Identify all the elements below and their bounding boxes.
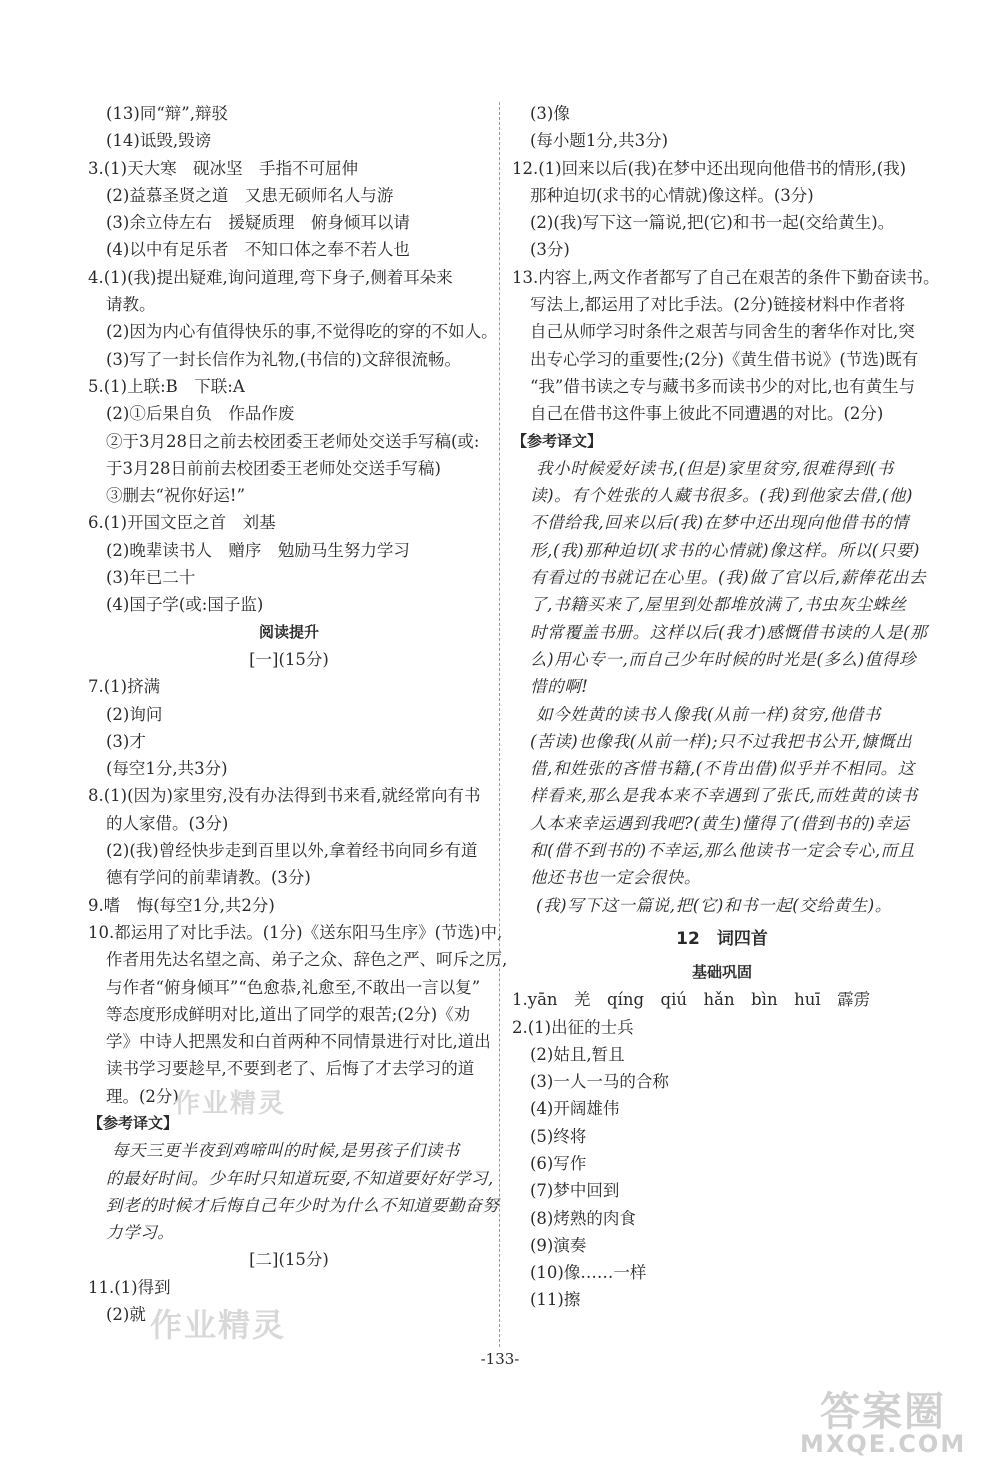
text-line: [一](15分) [249,649,329,669]
text-line: (2)因为内心有值得快乐的事,不觉得吃的穿的不如人。 [106,322,498,342]
text-line: 了,书籍买来了,屋里到处都堆放满了,书虫灰尘蛛丝 [530,595,907,615]
text-line: (4)开阔雄伟 [530,1099,620,1119]
text-line: 13.内容上,两文作者都写了自己在艰苦的条件下勤奋读书。 [512,267,940,287]
text-line: 德有学问的前辈请教。(3分) [106,868,311,888]
text-line: (每空1分,共3分) [106,759,228,779]
text-line: 时常覆盖书册。这样以后(我才)感慨借书读的人是(那 [530,622,928,642]
text-line: (6)写作 [530,1153,587,1173]
text-line: (3)一人一马的合称 [530,1072,669,1092]
text-line: 2.(1)出征的士兵 [512,1017,634,1037]
text-line: 我小时候爱好读书,(但是)家里贫穷,很难得到(书 [536,458,894,478]
text-line: 到老的时候才后悔自己年少时为什么不知道要勤奋努 [106,1195,500,1215]
text-line: 人本来幸运遇到我吧?(黄生)懂得了(借到书的)幸运 [530,813,910,833]
text-line: (11)擦 [530,1290,581,1310]
column-divider [499,102,500,1347]
text-line: 【参考译文】 [512,431,603,450]
text-line: 5.(1)上联:B 下联:A [88,376,245,396]
text-line: (13)同“辩”,辩驳 [106,104,228,123]
text-line: 11.(1)得到 [88,1277,171,1297]
text-line: ③删去“祝你好运!” [106,486,246,506]
text-line: (3)才 [106,731,146,751]
watermark-small: 作业精灵 [174,1089,287,1119]
text-line: (3)年已二十 [106,568,196,588]
watermark-medium: 作业精灵 [150,1306,287,1344]
text-line: 有看过的书就记在心里。(我)做了官以后,薪俸花出去 [530,568,927,588]
page-number: -133- [480,1350,520,1368]
text-line: (5)终将 [530,1126,587,1146]
text-line: 出专心学习的重要性;(2分)《黄生借书说》(节选)既有 [530,349,919,369]
text-line: 3.(1)天大寒 砚冰坚 手指不可屈伸 [88,158,359,178]
text-line: (3)余立侍左右 援疑质理 俯身倾耳以请 [106,213,410,233]
text-line: 惜的啊! [530,677,589,697]
text-line: 12 词四首 [676,928,768,949]
text-line: 10.都运用了对比手法。(1分)《送东阳马生序》(节选)中, [88,922,503,942]
text-line: 形,(我)那种迫切(求书的心情就)像这样。所以(只要) [530,540,921,560]
text-line: (3)像 [530,104,570,123]
text-line: (2)(我)写下这一篇说,把(它)和书一起(交给黄生)。 [530,213,895,233]
text-line: 等态度形成鲜明对比,道出了同学的艰苦;(2分)《劝 [106,1004,471,1024]
text-line: [二](15分) [249,1250,329,1270]
text-line: 理。(2分) [106,1086,179,1106]
text-line: 不借给我,回来以后(我)在梦中还出现向他借书的情 [530,513,910,533]
text-line: 基础巩固 [691,962,752,981]
text-line: (3分) [530,240,570,260]
text-line: (2)(我)曾经快步走到百里以外,拿着经书向同乡有道 [106,841,478,861]
text-line: 力学习。 [106,1223,175,1243]
text-line: 和(借不到书的)不幸运,那么他读书一定会专心,而且 [530,841,915,861]
text-line: 作者用先达名望之高、弟子之众、辞色之严、呵斥之厉, [106,950,508,970]
text-line: “我”借书读之专与藏书多而读书少的对比,也有黄生与 [530,376,916,396]
text-line: 自己在借书这件事上彼此不同遭遇的对比。(2分) [530,404,884,424]
text-line: 自己从师学习时条件之艰苦与同舍生的奢华作对比,突 [530,322,915,342]
text-line: (8)烤熟的肉食 [530,1208,636,1228]
text-line: (4)以中有足乐者 不知口体之奉不若人也 [106,240,410,260]
text-line: 7.(1)挤满 [88,677,161,697]
text-line: (14)诋毁,毁谤 [106,131,212,151]
text-line: (2)姑且,暂且 [530,1044,625,1064]
text-line: 样看来,那么是我本来不幸遇到了张氏,而姓黄的读书 [530,786,918,806]
text-line: (2)询问 [106,704,163,724]
text-line: 读)。有个姓张的人藏书很多。(我)到他家去借,(他) [530,486,914,506]
text-line: (9)演奏 [530,1235,587,1255]
text-line: 写法上,都运用了对比手法。(2分)链接材料中作者将 [530,295,906,315]
text-line: (每小题1分,共3分) [530,131,669,151]
text-line: 于3月28日前前去校团委王老师处交送手写稿) [106,458,441,478]
text-line: (2)①后果自负 作品作废 [106,404,295,424]
text-line: 么)用心专一,而自己少年时候的时光是(多么)值得珍 [530,649,917,669]
left-column [88,100,508,1328]
text-line: 4.(1)(我)提出疑难,询问道理,弯下身子,侧着耳朵来 [88,267,453,287]
text-line: 如今姓黄的读书人像我(从前一样)贫穷,他借书 [536,704,881,724]
text-line: 【参考译文】 [88,1113,179,1132]
text-line: (苦读)也像我(从前一样);只不过我把书公开,慷慨出 [530,731,913,751]
text-line: 每天三更半夜到鸡啼叫的时候,是男孩子们读书 [112,1141,460,1161]
text-line: 的人家借。(3分) [106,813,229,833]
text-line: 6.(1)开国文臣之首 刘基 [88,513,276,533]
watermark-url: MXQE.COM [800,1430,967,1458]
text-line: (3)写了一封长信作为礼物,(书信的)文辞很流畅。 [106,349,461,369]
text-line: 12.(1)回来以后(我)在梦中还出现向他借书的情形,(我) [512,158,907,178]
text-line: 1.yān 羌 qíng qiú hǎn bìn huī 霹雳 [512,990,871,1010]
text-line: 读书学习要趁早,不要到老了、后悔了才去学习的道 [106,1059,475,1079]
text-line: (4)国子学(或:国子监) [106,595,264,615]
text-line: (2)晚辈读书人 赠序 勉励马生努力学习 [106,540,410,560]
watermark-logo: 答案圈 [820,1389,946,1435]
text-line: 的最好时间。少年时只知道玩耍,不知道要好好学习, [106,1168,494,1188]
text-line: (7)梦中回到 [530,1181,620,1201]
text-line: 借,和姓张的吝惜书籍,(不肯出借)似乎并不相同。这 [530,759,915,779]
text-line: 阅读提升 [258,622,319,641]
text-line: (我)写下这一篇说,把(它)和书一起(交给黄生)。 [536,895,892,915]
text-line: 那种迫切(求书的心情就)像这样。(3分) [530,185,814,205]
text-line: 9.嗜 悔(每空1分,共2分) [88,895,275,915]
text-line: (10)像……一样 [530,1263,647,1283]
text-line: 学》中诗人把黑发和白首两种不同情景进行对比,道出 [106,1032,491,1052]
text-line: ②于3月28日之前去校团委王老师处交送手写稿(或: [106,431,480,451]
text-line: 他还书也一定会很快。 [530,868,701,888]
text-line: 请教。 [106,295,156,315]
text-line: 8.(1)(因为)家里穷,没有办法得到书来看,就经常向有书 [88,786,481,806]
text-line: 与作者“俯身倾耳”“色愈恭,礼愈至,不敢出一言以复” [106,977,481,997]
right-column [512,100,940,1314]
text-line: (2)就 [106,1305,146,1325]
text-line: (2)益慕圣贤之道 又患无硕师名人与游 [106,185,394,205]
